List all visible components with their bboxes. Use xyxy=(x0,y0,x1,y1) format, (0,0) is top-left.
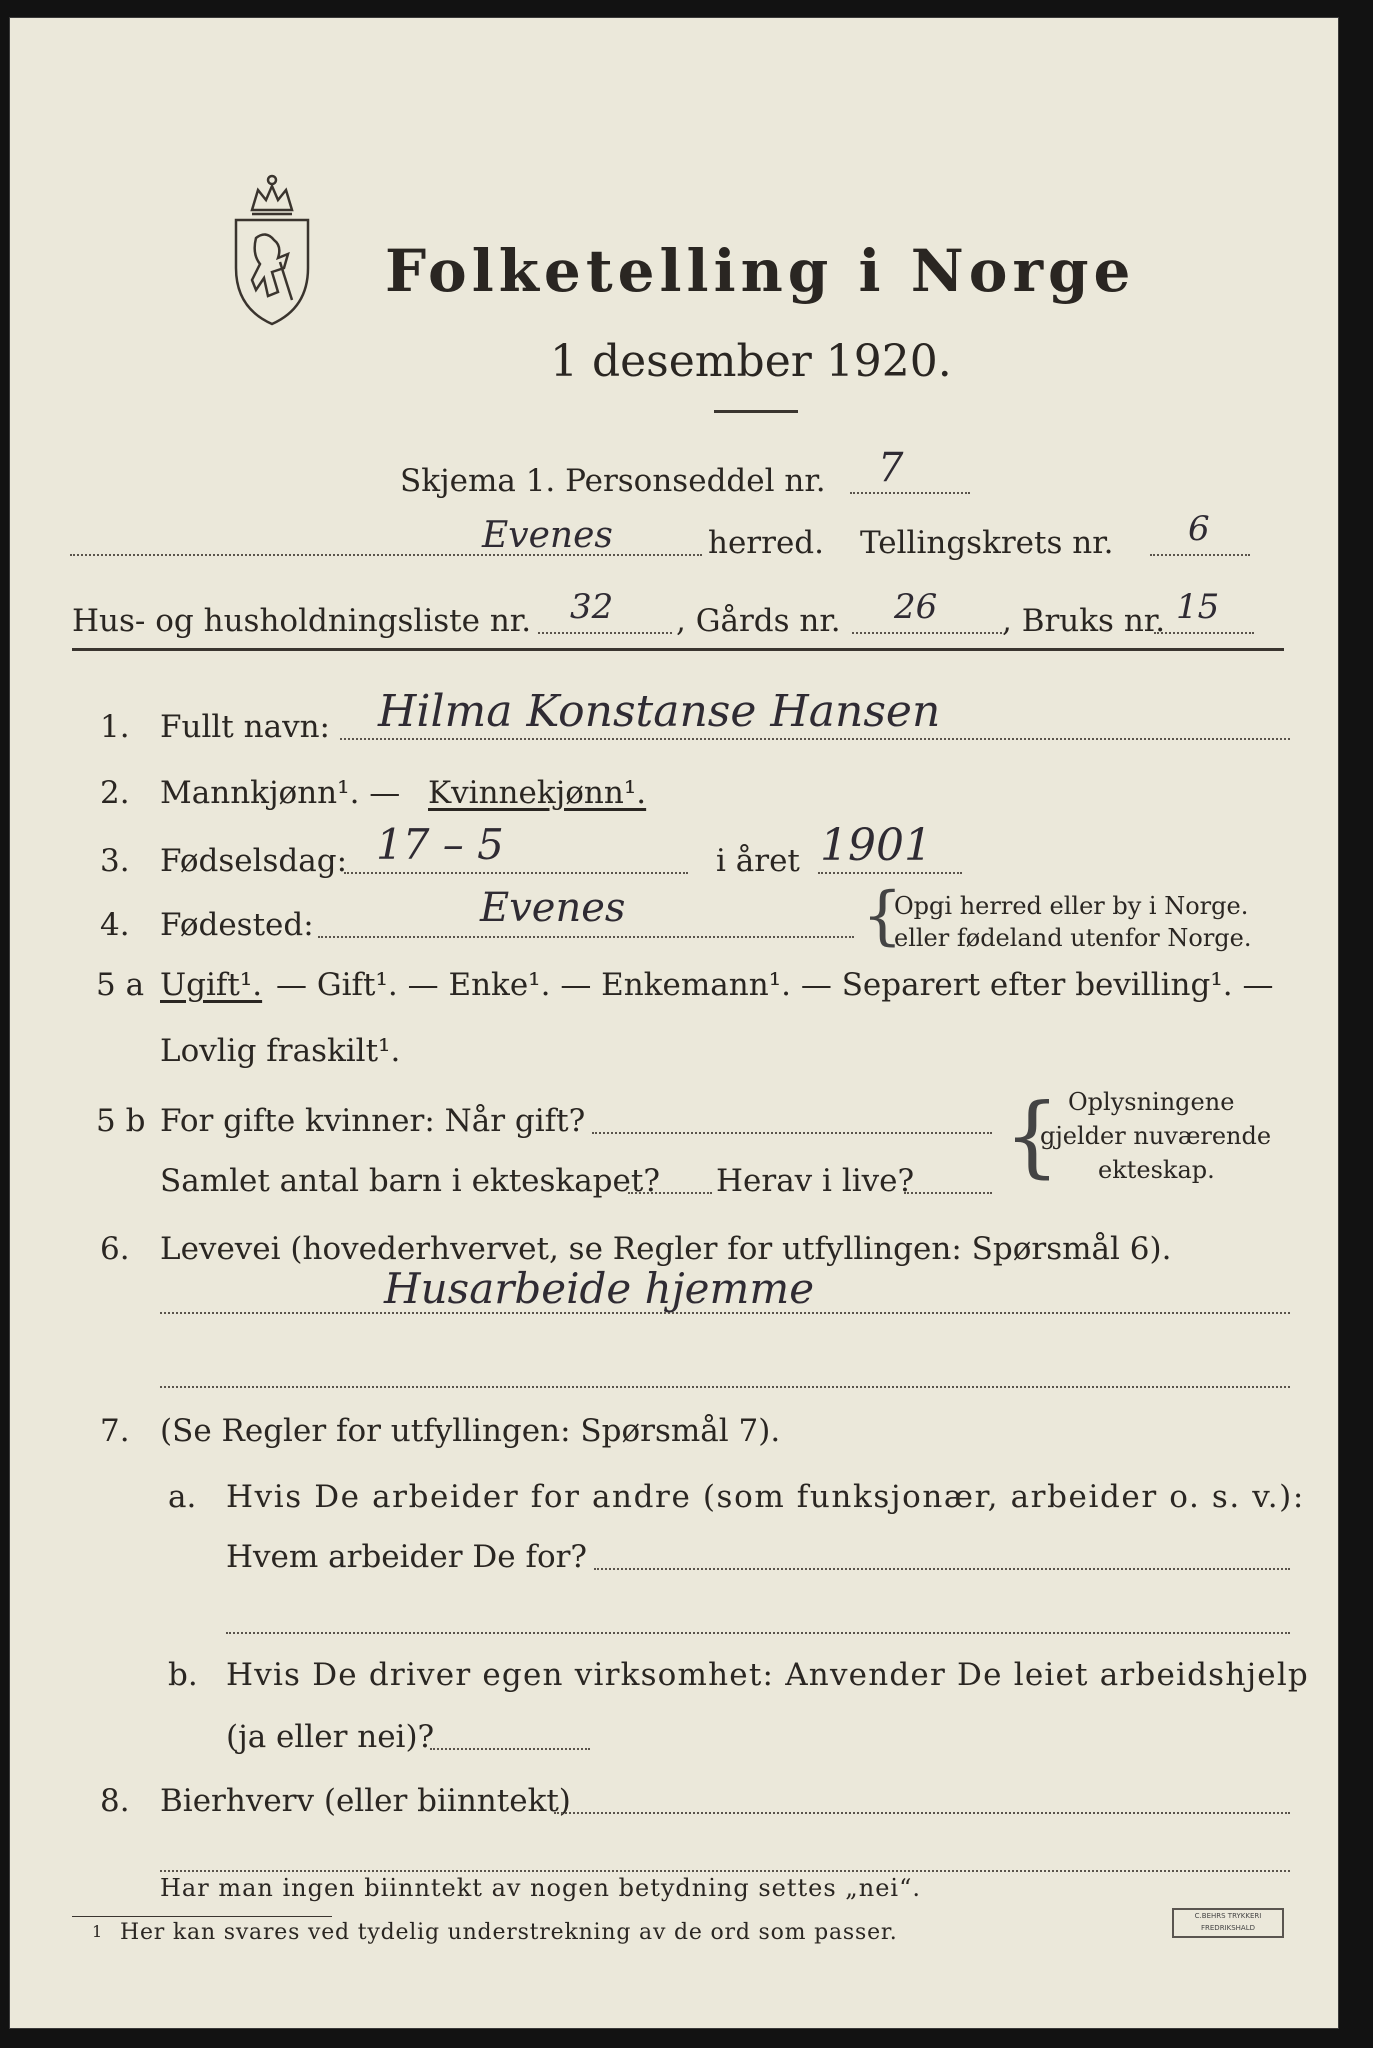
tellingskrets-label: Tellingskrets nr. xyxy=(860,525,1114,561)
children-alive-line xyxy=(904,1192,992,1194)
hired-help-line xyxy=(430,1748,590,1750)
side-income-line xyxy=(554,1812,1290,1814)
tellingskrets-value: 6 xyxy=(1188,509,1210,549)
q7b-letter: b. xyxy=(168,1657,198,1693)
q4-label: Fødested: xyxy=(160,907,314,943)
q1-label: Fullt navn: xyxy=(160,709,330,745)
q2-number: 2. xyxy=(100,775,130,811)
marriage-note-line2: gjelder nuværende xyxy=(1040,1122,1272,1150)
full-name-value: Hilma Konstanse Hansen xyxy=(378,686,941,737)
footnote-divider xyxy=(72,1916,332,1917)
q3-number: 3. xyxy=(100,843,130,879)
hired-help-label: (ja eller nei)? xyxy=(226,1719,435,1755)
sex-male-option: Mannkjønn¹. — xyxy=(160,775,401,811)
header-divider xyxy=(72,648,1284,651)
census-form xyxy=(10,18,1338,2028)
marital-unmarried-option: Ugift¹. xyxy=(160,967,263,1003)
tellingskrets-line xyxy=(1150,554,1250,556)
herred-label: herred. xyxy=(708,525,824,561)
household-list-value: 32 xyxy=(570,587,614,627)
bruks-label: , Bruks nr. xyxy=(1002,603,1166,639)
q4-number: 4. xyxy=(100,907,130,943)
married-women-label: For gifte kvinner: Når gift? xyxy=(160,1103,586,1139)
birth-year-line xyxy=(818,872,962,874)
sex-female-option: Kvinnekjønn¹. xyxy=(428,775,647,811)
q1-number: 1. xyxy=(100,709,130,745)
gards-value: 26 xyxy=(894,587,938,627)
birthplace-value: Evenes xyxy=(480,885,626,931)
footnote-mark: 1 xyxy=(92,1922,103,1941)
birthdate-value: 17 – 5 xyxy=(376,820,504,869)
birthdate-line xyxy=(344,872,688,874)
children-total-label: Samlet antal barn i ekteskapet? xyxy=(160,1163,660,1199)
birthplace-line xyxy=(318,936,854,938)
employer-label: Hvem arbeider De for? xyxy=(226,1539,588,1575)
q7-label: (Se Regler for utfyllingen: Spørsmål 7). xyxy=(160,1413,781,1449)
q7a-text: Hvis De arbeider for andre (som funksjonær, arbeider o. s. v.): xyxy=(226,1479,1305,1515)
occupation-value: Husarbeide hjemme xyxy=(384,1264,815,1313)
marital-other-options: — Gift¹. — Enke¹. — Enkemann¹. — Separert efter bevilling¹. — xyxy=(276,967,1274,1003)
side-income-label: Bierhverv (eller biinntekt) xyxy=(160,1783,571,1819)
title-divider xyxy=(714,410,798,413)
marriage-note-line1: Oplysningene xyxy=(1068,1088,1235,1116)
form-title: Folketelling i Norge xyxy=(385,237,1136,305)
q3-label: Fødselsdag: xyxy=(160,843,348,879)
employer-line xyxy=(594,1568,1290,1570)
birth-year-value: 1901 xyxy=(820,820,932,871)
q5a-number: 5 a xyxy=(96,967,145,1003)
children-alive-label: Herav i live? xyxy=(716,1163,915,1199)
schema-number-value: 7 xyxy=(878,445,904,491)
printer-stamp-line1: C.BEHRS TRYKKERI xyxy=(1194,1912,1262,1920)
q6-number: 6. xyxy=(100,1231,130,1267)
birth-year-label: i året xyxy=(716,843,800,879)
household-list-label: Hus- og husholdningsliste nr. xyxy=(72,603,532,639)
q8-number: 8. xyxy=(100,1783,130,1819)
footnote-text: Her kan svares ved tydelig understrekning av de ord som passer. xyxy=(120,1920,898,1945)
printer-stamp xyxy=(1172,1908,1284,1938)
birthplace-note-line2: eller fødeland utenfor Norge. xyxy=(894,924,1252,952)
occupation-label: Levevei (hovederhvervet, se Regler for utfyllingen: Spørsmål 6). xyxy=(160,1231,1172,1267)
gards-line xyxy=(852,632,1002,634)
herred-value: Evenes xyxy=(482,515,613,556)
side-income-note: Har man ingen biinntekt av nogen betydning settes „nei“. xyxy=(160,1874,921,1902)
marriage-note-line3: ekteskap. xyxy=(1098,1156,1215,1184)
employer-line-2 xyxy=(226,1632,1290,1634)
birthplace-note-brace: { xyxy=(862,879,903,953)
schema-number-line xyxy=(850,492,970,494)
gards-label: , Gårds nr. xyxy=(676,603,841,639)
children-total-line xyxy=(628,1192,712,1194)
q7-number: 7. xyxy=(100,1413,130,1449)
occupation-line-2 xyxy=(160,1386,1290,1388)
census-date: 1 desember 1920. xyxy=(550,336,952,387)
q5b-number: 5 b xyxy=(96,1103,146,1139)
household-list-line xyxy=(538,632,672,634)
marriage-note-brace: { xyxy=(1004,1084,1060,1187)
birthplace-note-line1: Opgi herred eller by i Norge. xyxy=(894,892,1249,920)
q1-line xyxy=(340,738,1290,740)
norwegian-coat-of-arms-icon xyxy=(222,168,322,328)
schema-label: Skjema 1. Personseddel nr. xyxy=(400,463,826,499)
marital-divorced-option: Lovlig fraskilt¹. xyxy=(160,1033,401,1069)
q7b-text: Hvis De driver egen virksomhet: Anvender De leiet arbeidshjelp xyxy=(226,1657,1309,1693)
printer-stamp-line2: FREDRIKSHALD xyxy=(1200,1924,1255,1932)
bruks-value: 15 xyxy=(1176,587,1220,627)
side-income-line-2 xyxy=(160,1870,1290,1872)
q7a-letter: a. xyxy=(168,1479,197,1515)
married-date-line xyxy=(592,1132,992,1134)
bruks-line xyxy=(1154,632,1254,634)
